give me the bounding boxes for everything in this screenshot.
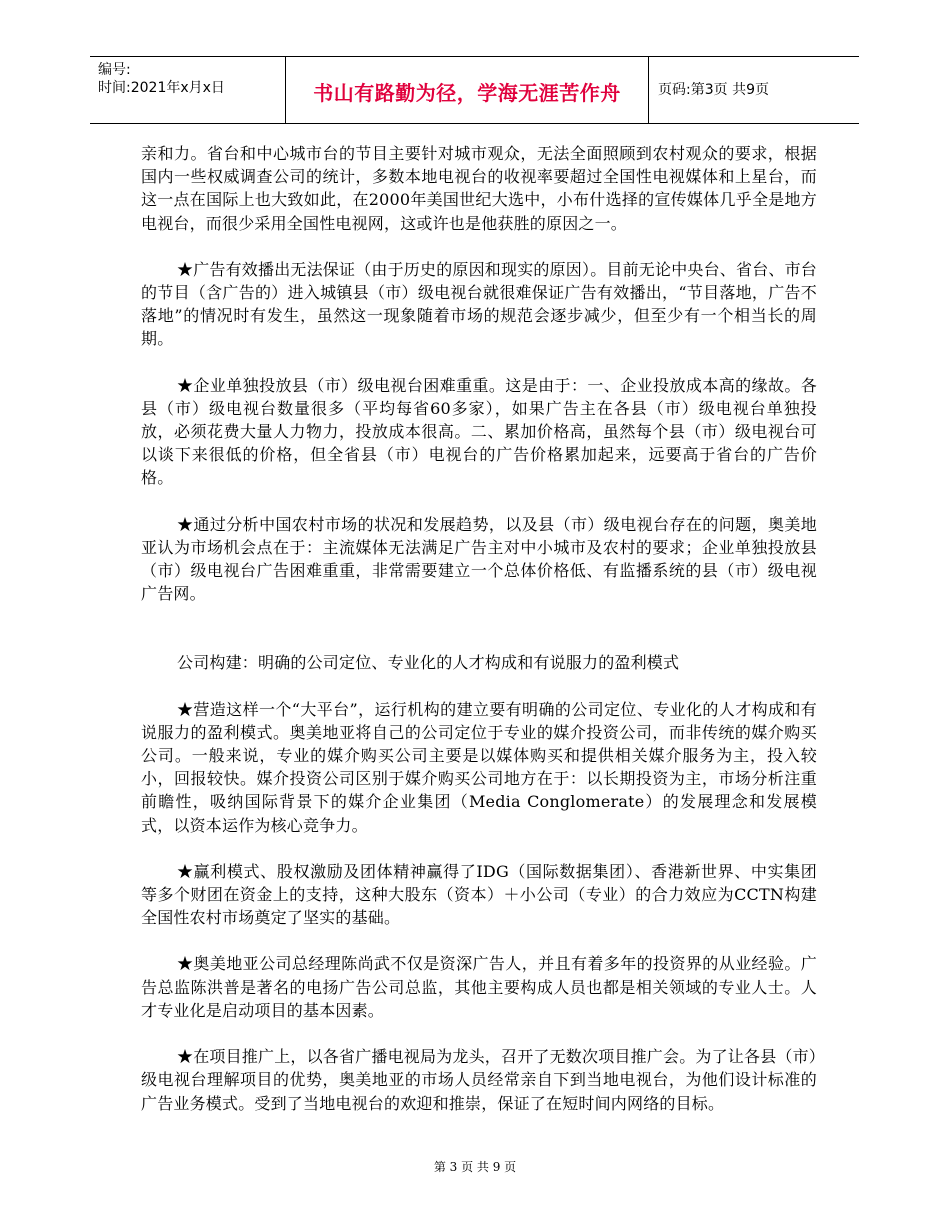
page-header — [90, 56, 859, 124]
paragraph-enterprise-placement: ★企业单独投放县（市）级电视台困难重重。这是由于：一、企业投放成本高的缘故。各县（市）级电视台数量很多（平均每省60多家），如果广告主在各县（市）级电视台单独投放，必须花费大量人力物力，投放成本很高。二、累加价格高，虽然每个县（市）级电视台可以谈下来很低的价格，但全省县（市）电视台的广告价格累加起来，远要高于省台的广告价格。 — [141, 375, 817, 488]
paragraph-market-opportunity: ★通过分析中国农村市场的状况和发展趋势，以及县（市）级电视台存在的问题，奥美地亚认为市场机会点在于：主流媒体无法满足广告主对中小城市及农村的要求；企业单独投放县（市）级电视台广告困难重重，非常需要建立一个总体价格低、有监播系统的县（市）级电视广告网。 — [141, 514, 817, 604]
page-footer: 第 3 页 共 9 页 — [433, 1160, 517, 1174]
document-time-label: 时间:2021年x月x日 — [98, 80, 225, 96]
document-number-label: 编号: — [98, 62, 131, 78]
paragraph-project-promotion: ★在项目推广上，以各省广播电视局为龙头，召开了无数次项目推广会。为了让各县（市）级电视台理解项目的优势，奥美地亚的市场人员经常亲自下到当地电视台，为他们设计标准的广告业务模式。受到了当地电视台的欢迎和推崇，保证了在短时间内网络的目标。 — [141, 1047, 818, 1113]
paragraph-ad-broadcast: ★广告有效播出无法保证（由于历史的原因和现实的原因）。目前无论中央台、省台、市台的节目（含广告的）进入城镇县（市）级电视台就很难保证广告有效播出，“节目落地，广告不落地”的情况时有发生，虽然这一现象随着市场的规范会逐步减少，但至少有一个相当长的周期。 — [141, 259, 818, 349]
header-motto: 书山有路勤为径，学海无涯苦作舟 — [313, 81, 621, 105]
header-divider — [648, 57, 649, 123]
paragraph-management-team: ★奥美地亚公司总经理陈尚武不仅是资深广告人，并且有着多年的投资界的从业经验。广告总监陈洪普是著名的电扬广告公司总监，其他主要构成人员也都是相关领域的专业人士。人才专业化是启动项目的基本因素。 — [141, 954, 817, 1020]
header-meta — [98, 61, 225, 97]
paragraph-company-positioning: ★营造这样一个“大平台”，运行机构的建立要有明确的公司定位、专业化的人才构成和有说服力的盈利模式。奥美地亚将自己的公司定位于专业的媒介投资公司，而非传统的媒介购买公司。一般来说，专业的媒介购买公司主要是以媒体购买和提供相关媒介服务为主，投入较小，回报较快。媒介投资公司区别于媒介购买公司地方在于：以长期投资为主，市场分析注重前瞻性，吸纳国际背景下的媒介企业集团（Media Conglomerate）的发展理念和发展模式，以资本运作为核心竞争力。 — [141, 699, 817, 835]
paragraph-profit-model: ★赢利模式、股权激励及团体精神赢得了IDG（国际数据集团）、香港新世界、中实集团等多个财团在资金上的支持，这种大股东（资本）＋小公司（专业）的合力效应为CCTN构建全国性农村市场奠定了坚实的基础。 — [141, 861, 817, 928]
document-body — [141, 142, 817, 1115]
section-heading: 公司构建：明确的公司定位、专业化的人才构成和有说服力的盈利模式 — [177, 653, 680, 673]
paragraph-continuation: 亲和力。省台和中心城市台的节目主要针对城市观众，无法全面照顾到农村观众的要求，根据国内一些权威调查公司的统计，多数本地电视台的收视率要超过全国性电视媒体和上星台，而这一点在国际上也大致如此，在2000年美国世纪大选中，小布什选择的宣传媒体几乎全是地方电视台，而很少采用全国性电视网，这或许也是他获胜的原因之一。 — [141, 144, 817, 233]
header-page-info: 页码:第3页 共9页 — [658, 82, 769, 98]
